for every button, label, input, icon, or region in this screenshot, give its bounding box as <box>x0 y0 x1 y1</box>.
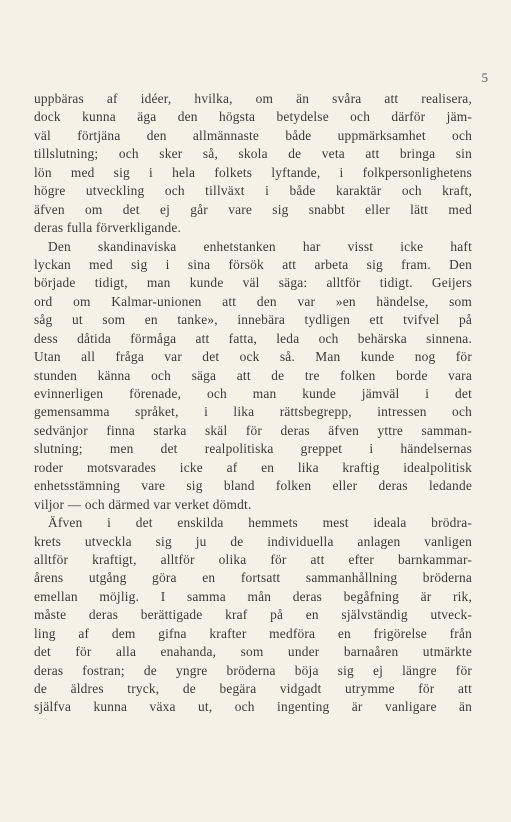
text-line: deras fulla förverkligande. <box>34 220 182 236</box>
text-line: de äldres tryck, de begära vidgadt utrymme för att <box>34 681 472 696</box>
text-line: sedvänjor finna starka skäl för deras äfven yttre samman- <box>34 422 472 438</box>
text-line: gemensamma språket, i lika rättsbegrepp, intressen och <box>34 404 472 420</box>
text-line: äfven om det ej går vare sig snabbt eller lätt med <box>34 201 472 217</box>
text-line: högre utveckling och tillväxt i både karaktär och kraft, <box>34 183 472 199</box>
text-line: själfva kunna växa ut, och ingenting är vanligare än <box>34 699 472 715</box>
text-line: väl förtjäna den allmännaste både uppmärksamhet och <box>34 127 472 143</box>
text-line: det för alla enahanda, som under barnaåren utmärkte <box>34 644 472 660</box>
text-line: dess dåtida förmåga att fatta, leda och behärska sinnena. <box>34 330 472 346</box>
page-number: 5 <box>481 70 488 85</box>
text-line: deras fostran; de yngre bröderna böja sig ej längre för <box>34 662 472 678</box>
text-line: stunden känna och säga att de tre folken borde vara <box>34 367 472 383</box>
text-line: alltför kraftigt, alltför olika för att efter barnkammar- <box>34 551 472 567</box>
text-line: ling af dem gifna krafter medföra en frigörelse från <box>34 625 472 641</box>
text-line: tillslutning; och sker så, skola de veta att bringa sin <box>34 146 472 162</box>
text-line: roder motsvarades icke af en lika kraftig idealpolitisk <box>34 459 472 475</box>
text-line: Äfven i det enskilda hemmets mest ideala brödra- <box>48 515 472 531</box>
text-line: evinnerligen förenade, och man kunde jämväl i det <box>34 386 472 401</box>
text-line: lyckan med sig i sina försök att arbeta sig fram. Den <box>34 256 472 272</box>
body-text <box>34 90 472 717</box>
text-line: enhetsstämning vare sig bland folken eller deras ledande <box>34 478 472 494</box>
text-line: måste deras berättigade kraf på en självständig utveck- <box>34 607 472 623</box>
text-line: årens utgång göra en fortsatt sammanhållning bröderna <box>34 570 472 586</box>
text-line: viljor — och därmed var verket dömdt. <box>34 496 252 512</box>
text-line: slutning; men det realpolitiska greppet i händelsernas <box>34 441 472 457</box>
text-line: såg ut som en tanke», innebära tydligen ett tvifvel på <box>34 312 472 328</box>
text-line: ord om Kalmar-unionen att den var »en händelse, som <box>34 293 472 309</box>
text-line: började tidigt, man kunde väl säga: alltför tidigt. Geijers <box>34 275 472 291</box>
text-line: Den skandinaviska enhetstanken har visst icke haft <box>48 238 472 254</box>
text-line: dock kunna äga den högsta betydelse och därför jäm- <box>34 109 472 125</box>
text-line: uppbäras af idéer, hvilka, om än svåra att realisera, <box>34 91 472 106</box>
text-line: emellan möjlig. I samma mån deras begåfning är rik, <box>34 588 472 604</box>
text-line: Utan all fråga var det ock så. Man kunde nog för <box>34 349 472 365</box>
text-line: lön med sig i hela folkets lyftande, i folkpersonlighetens <box>34 164 472 180</box>
text-line: krets utveckla sig ju de individuella anlagen vanligen <box>34 533 472 549</box>
